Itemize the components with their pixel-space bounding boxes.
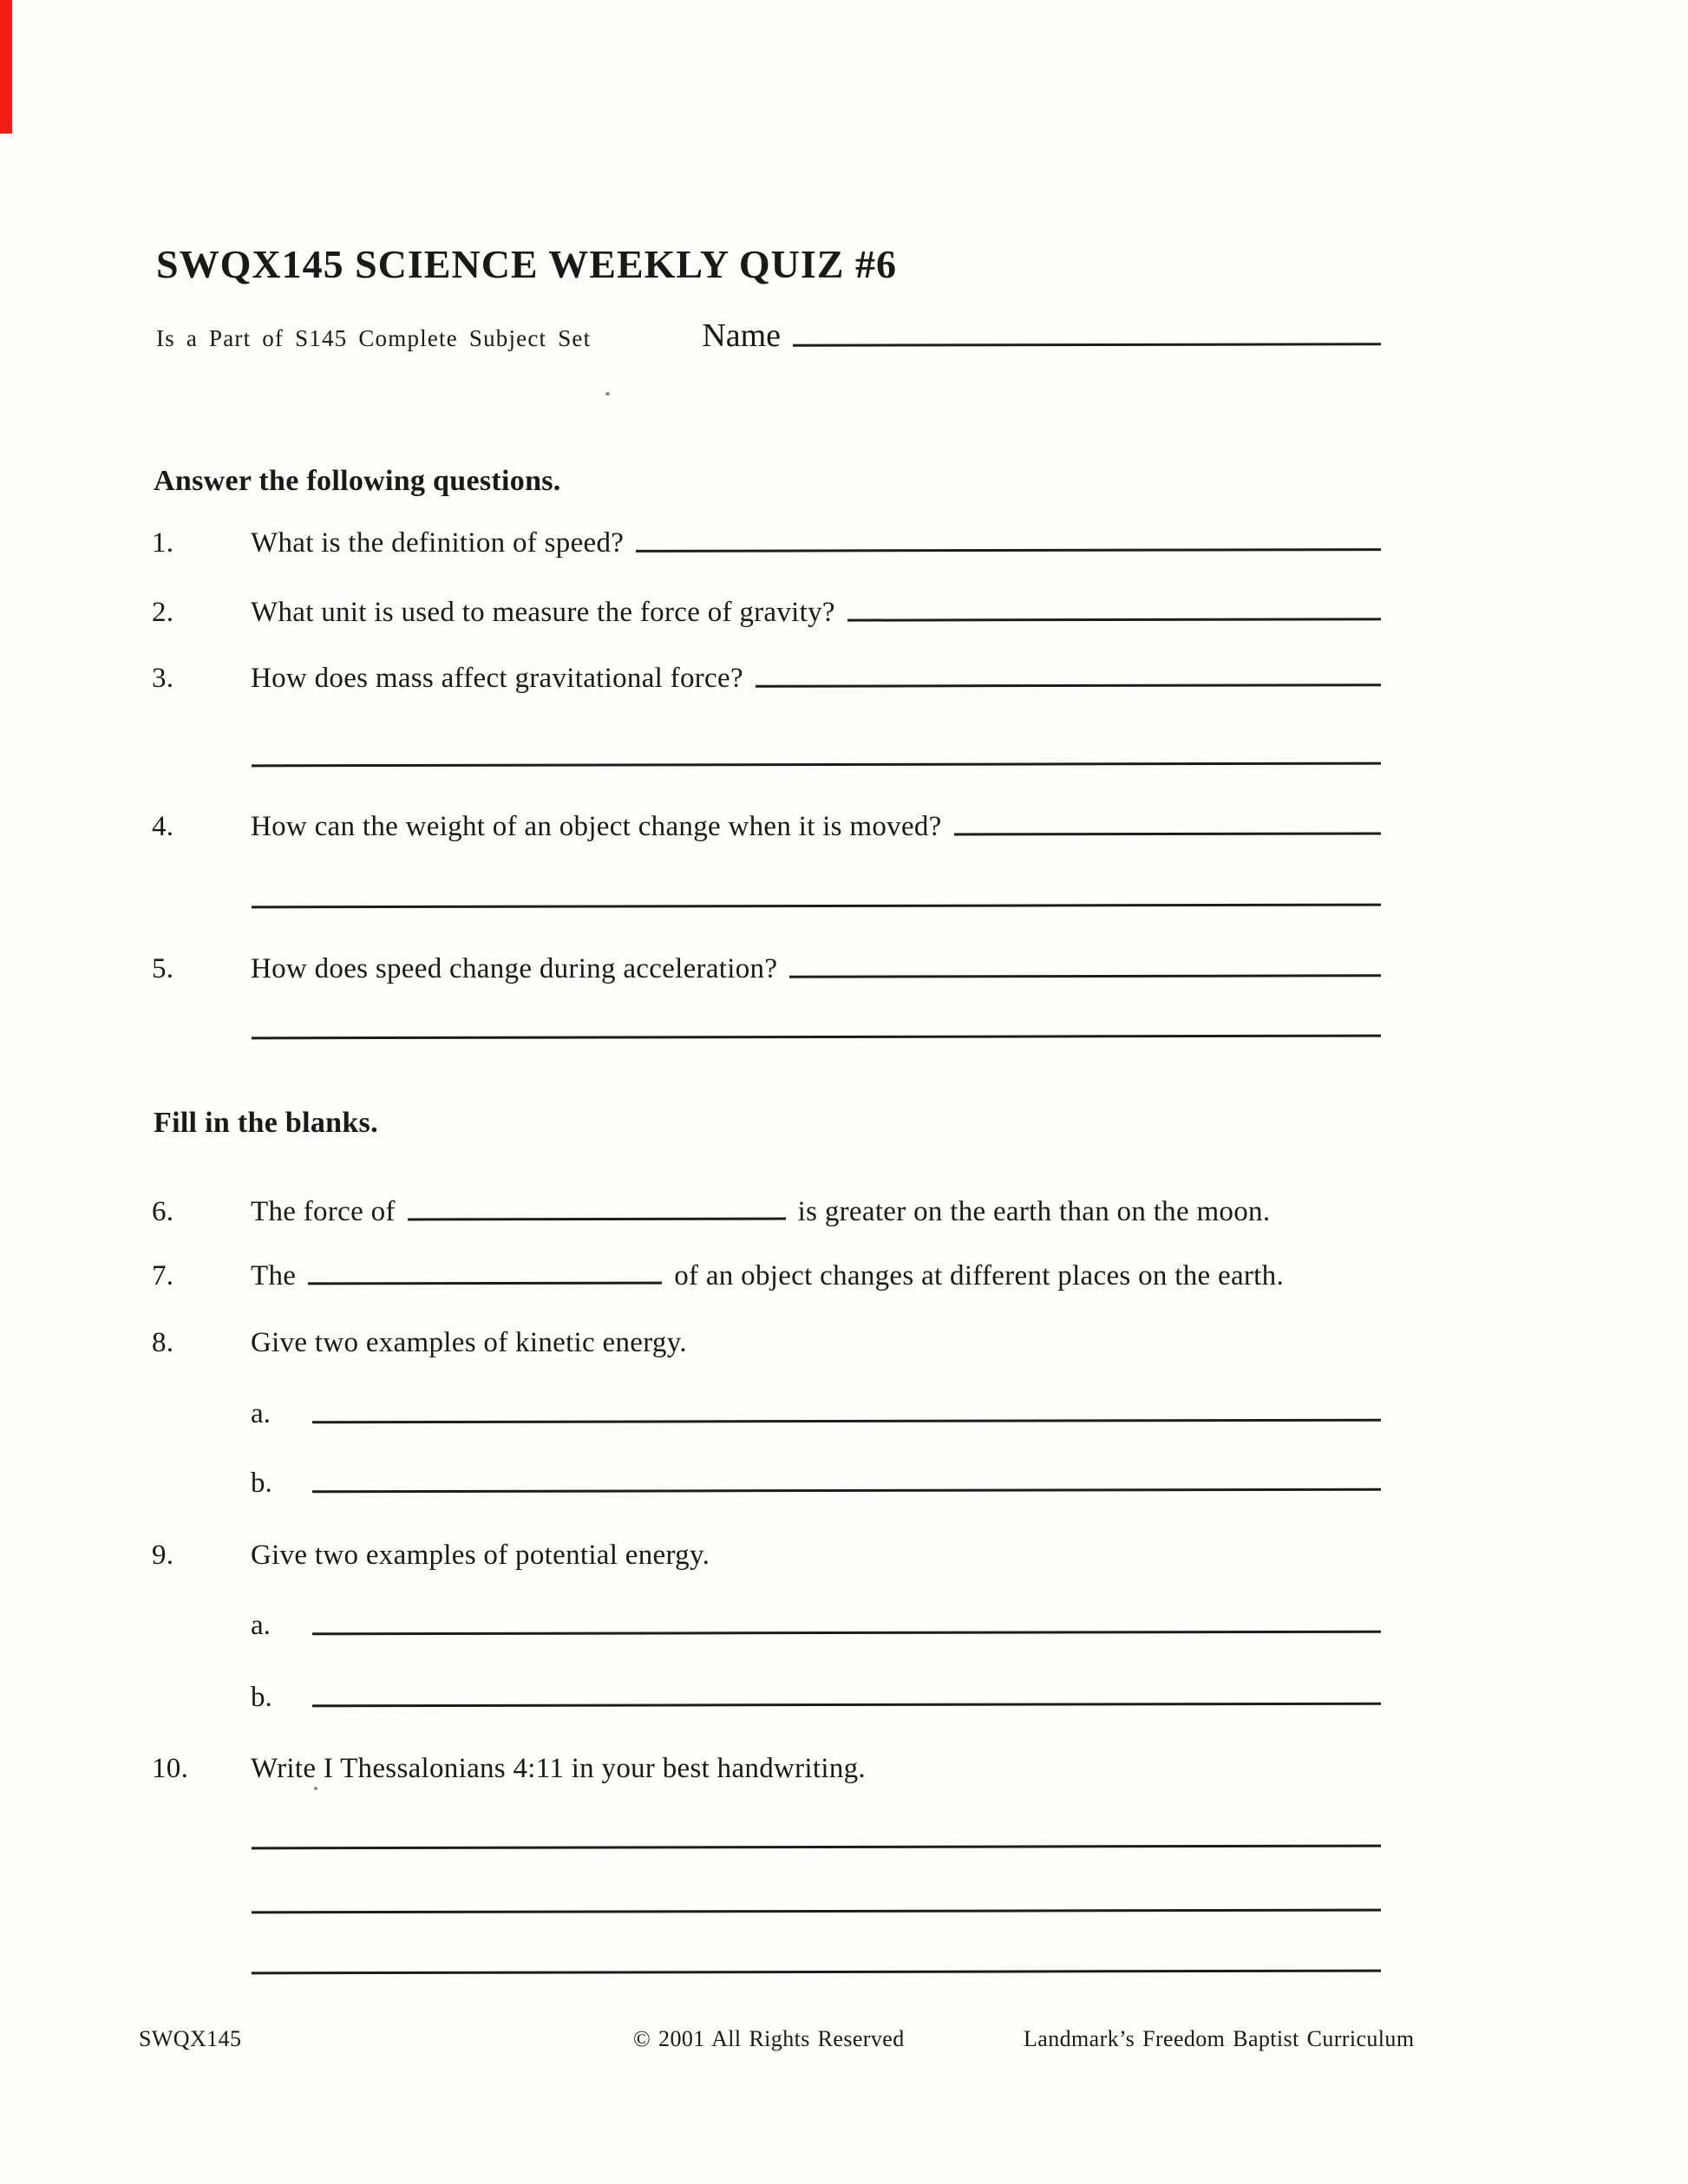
answer-blank-line [954, 809, 1381, 835]
scan-speck [314, 1787, 317, 1790]
page-title: SWQX145 SCIENCE WEEKLY QUIZ #6 [156, 242, 897, 286]
answer-blank-line [312, 1608, 1381, 1636]
question-number: 7. [152, 1260, 174, 1291]
header-name-row [156, 314, 1381, 355]
sub-answer-label: b. [251, 1468, 272, 1499]
answer-continuation-line [252, 904, 1381, 909]
sub-answer-label: b. [251, 1682, 272, 1713]
name-label: Name [702, 317, 782, 354]
question-number: 10. [152, 1753, 189, 1784]
question-number: 2. [152, 597, 174, 628]
answer-blank-line [312, 1466, 1381, 1494]
answer-blank-line [312, 1396, 1381, 1424]
question-number: 8. [152, 1327, 174, 1358]
question-text: Give two examples of potential energy. [251, 1540, 710, 1571]
question-number: 4. [152, 811, 174, 842]
question-row [152, 526, 1381, 559]
question-number: 1. [152, 527, 174, 559]
sub-answer-row [251, 1609, 1381, 1642]
name-blank-line [793, 313, 1381, 346]
handwriting-answer-line [252, 1845, 1381, 1850]
question-text: How does speed change during acceleration? [251, 953, 778, 984]
subtitle: Is a Part of S145 Complete Subject Set [156, 325, 592, 351]
question-number: 9. [152, 1540, 174, 1571]
question-text: How does mass affect gravitational force? [251, 663, 743, 694]
question-row [152, 810, 1381, 843]
footer-copyright: © 2001 All Rights Reserved [633, 2026, 905, 2051]
question-number: 3. [152, 663, 174, 694]
fill-in-blank-line [408, 1195, 786, 1221]
handwriting-answer-line [252, 1970, 1381, 1975]
question-row [152, 1540, 1381, 1572]
question-row [152, 1259, 1381, 1292]
handwriting-answer-line [252, 1909, 1381, 1914]
footer-publisher: Landmark’s Freedom Baptist Curriculum [1024, 2026, 1415, 2051]
answer-blank-line [847, 595, 1381, 621]
question-text-before-blank: The force of [251, 1196, 396, 1227]
footer-product-code: SWQX145 [139, 2026, 242, 2051]
question-row [152, 952, 1381, 985]
question-text-before-blank: The [251, 1260, 297, 1291]
answer-blank-line [636, 526, 1381, 553]
sub-answer-label: a. [251, 1398, 271, 1429]
question-text: How can the weight of an object change when it is moved? [251, 811, 942, 842]
scan-artifact-red-bar [0, 0, 12, 134]
question-number: 5. [152, 953, 174, 984]
sub-answer-row [251, 1467, 1381, 1500]
question-row [152, 1327, 1381, 1359]
sub-answer-label: a. [251, 1610, 271, 1641]
question-text: Write I Thessalonians 4:11 in your best handwriting. [251, 1753, 866, 1784]
question-text-after-blank: is greater on the earth than on the moon. [797, 1196, 1271, 1227]
answer-blank-line [789, 951, 1381, 978]
sub-answer-row [251, 1397, 1381, 1430]
question-row [152, 662, 1381, 695]
section-header-fill: Fill in the blanks. [154, 1107, 378, 1139]
answer-blank-line [756, 661, 1381, 688]
question-row [152, 1753, 1381, 1785]
answer-continuation-line [252, 1035, 1381, 1040]
answer-blank-line [312, 1680, 1381, 1708]
section-header-answer: Answer the following questions. [154, 465, 561, 497]
question-row [152, 1195, 1381, 1228]
question-text: Give two examples of kinetic energy. [251, 1327, 687, 1358]
fill-in-blank-line [308, 1259, 662, 1285]
question-text-after-blank: of an object changes at different places on the earth. [674, 1260, 1285, 1291]
scan-speck [605, 392, 610, 396]
sub-answer-row [251, 1681, 1381, 1714]
question-text: What is the definition of speed? [251, 527, 625, 559]
question-row [152, 596, 1381, 629]
answer-continuation-line [252, 762, 1381, 768]
question-text: What unit is used to measure the force of gravity? [251, 597, 835, 628]
question-number: 6. [152, 1196, 174, 1227]
